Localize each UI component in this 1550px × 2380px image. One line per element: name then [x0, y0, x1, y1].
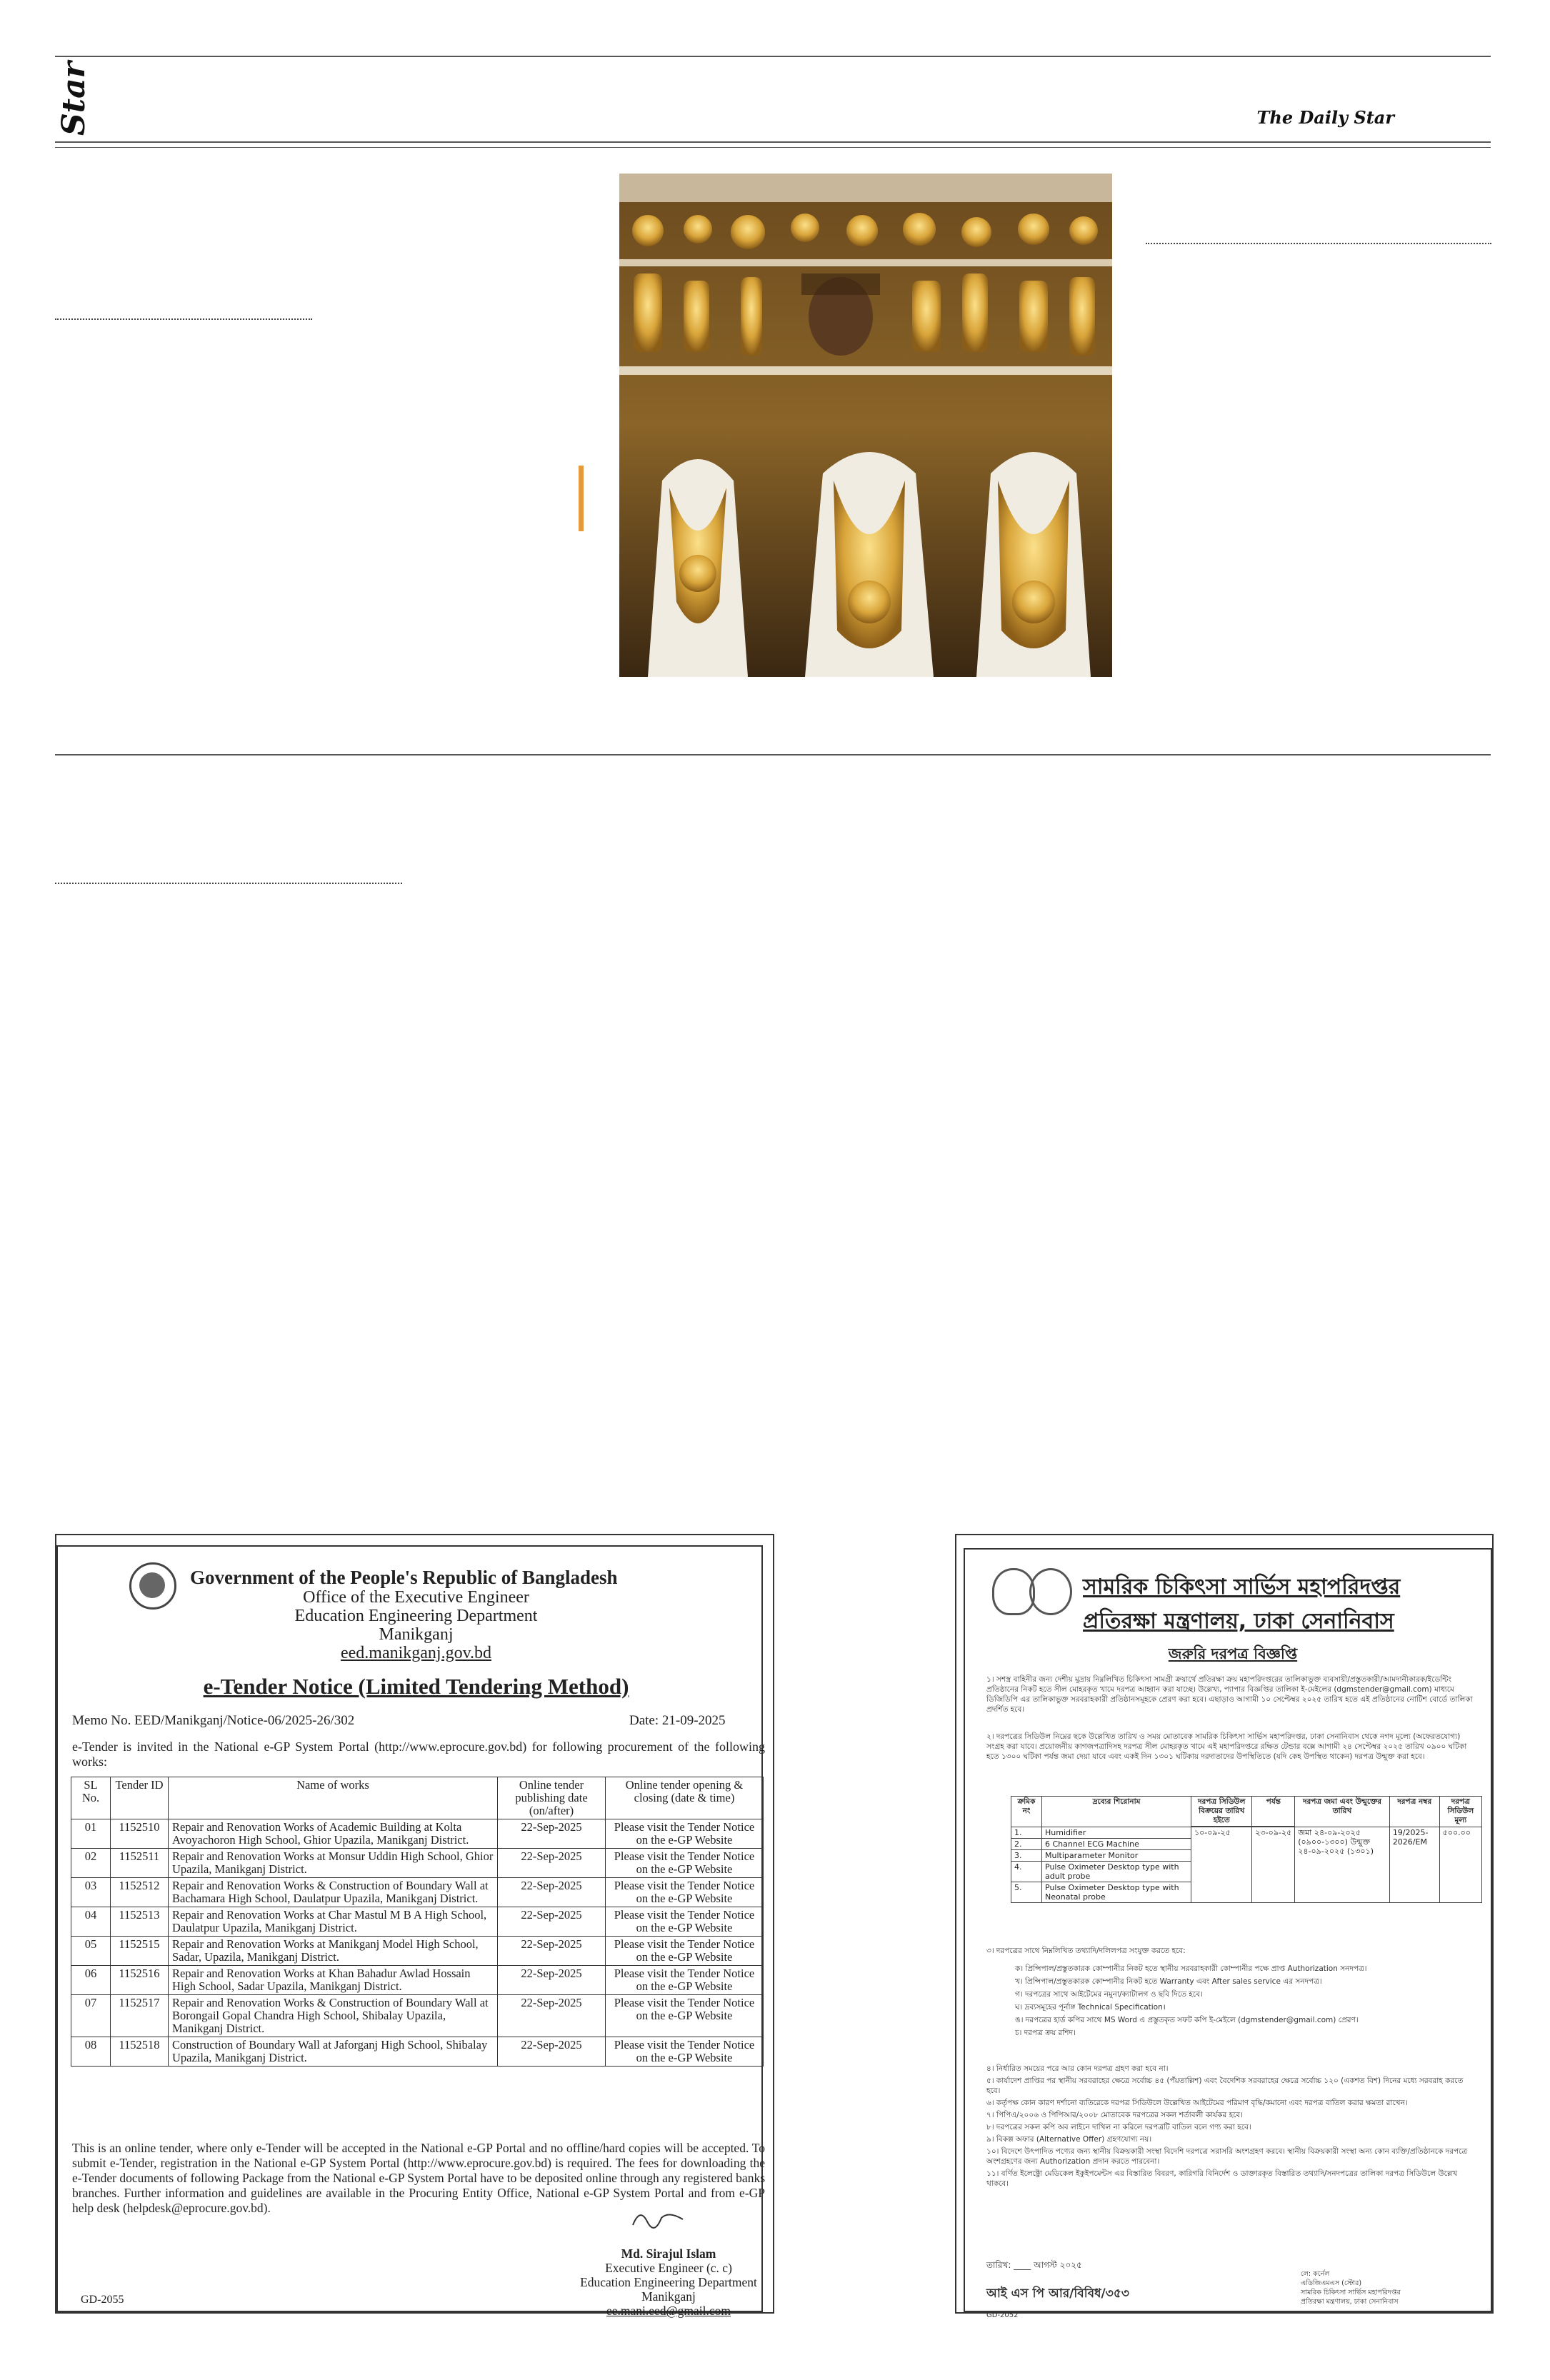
table-row: [71, 1937, 764, 1966]
sub-items: [1015, 1964, 1479, 2038]
cell-name: Repair and Renovation Works at Khan Bahadur Awlad Hossain High School, Sadar Upazila, Manikganj District.: [169, 1966, 498, 1995]
cell-name: Repair and Renovation Works at Manikganj Model High School, Sadar, Upazila, Manikganj District.: [169, 1937, 498, 1966]
memo-number: Memo No. EED/Manikganj/Notice-06/2025-26/302: [72, 1713, 355, 1728]
cell-sl: 08: [71, 2037, 111, 2067]
signer-title: Executive Engineer (c. c): [605, 2261, 732, 2275]
reference-number: আই এস পি আর/বিবিধ/৩৫৩: [986, 2286, 1129, 2301]
item-table: [1011, 1796, 1482, 1903]
divider: [1146, 243, 1491, 244]
cell-id: 1152516: [111, 1966, 169, 1995]
sub-item: ক। প্রিন্সিপাল/প্রস্তুতকারক কোম্পানীর নিকট হতে স্থানীয় সরবরাহকারী কোম্পানীর পক্ষে প্রাপ্ত Authorization সনদপত্র।: [1015, 1964, 1367, 1973]
signer-line: সামরিক চিকিৎসা সার্ভিস মহাপরিদপ্তর: [1301, 2289, 1401, 2296]
cell-close: Please visit the Tender Notice on the e-GP Website: [606, 1995, 764, 2037]
section-rule: [55, 754, 1491, 755]
footer-text: This is an online tender, where only e-Tender will be accepted in the National e-GP Portal and no offline/hard copies will be accepted. To submit e-Tender, registration in the National e-GP System Portal (http://www.eprocure.gov.bd) is required. The fees for downloading the e-Tender documents of following Package from the National e-GP System Portal have to be deposited online through any registered banks branches. Further information and guidelines are available in the Procuring Entity Office, National e-GP System Portal and from e-GP help desk (helpdesk@eprocure.gov.bd).: [72, 2141, 765, 2215]
col-header: Name of works: [169, 1777, 498, 1819]
masthead-rule-2: [55, 147, 1491, 148]
paragraph: ৮। দরপত্রের সকল কপি অব লাইনে দাখিল না করিলে দরপত্রটি বাতিল বলে গণ্য করা হবে।: [986, 2123, 1251, 2132]
row-item: Humidifier: [1042, 1827, 1191, 1839]
top-rule: [55, 56, 1491, 57]
signer-block: [572, 2246, 765, 2318]
col-header: দ্রব্যের শিরোনাম: [1042, 1797, 1191, 1827]
paragraph: ৭। পিপিএ/২০০৬ ও পিপিআর/২০০৮ মোতাবেক দরপত্রের সকল শর্তাবলী কার্যকর হবে।: [986, 2111, 1243, 2119]
divider: [55, 318, 312, 320]
paragraph-2: ২। দরপত্রের সিডিউল নিম্নের ছকে উল্লেখিত তারিখ ও সময় মোতাবেক সামরিক চিকিৎসা সার্ভিস মহাপরিদপ্তর, ঢাকা সেনানিবাস থেকে নগদ মূল্যে (অফেরতযোগ্য) সংগ্রহ করা যাবে। প্রয়োজনীয় কাগজপত্রাদিসহ দরপত্র সীল মোহরকৃত খামে এই মহাপরিদপ্তরে রক্ষিত টেন্ডার বক্সে আগামী ২৪ সেপ্টেম্বর ২০২৫ তারিখ ০৯০০ ঘটিকা হতে ১৩০০ ঘটিকা পর্যন্ত জমা দেয়া যাবে এবং একই দিন ১৩০১ ঘটিকায় দরদাতাদের উপস্থিতিতে (যদি কেহ উপস্থিত থাকেন) দরপত্র উন্মুক্ত করা হবে।: [986, 1732, 1467, 1761]
website-link[interactable]: eed.manikganj.gov.bd: [340, 1644, 492, 1662]
cell-pub: 22-Sep-2025: [498, 1819, 606, 1849]
cell-close: Please visit the Tender Notice on the e-GP Website: [606, 1937, 764, 1966]
gov-title: Government of the People's Republic of Bangladesh: [190, 1567, 618, 1588]
row-item: Pulse Oximeter Desktop type with adult probe: [1042, 1862, 1191, 1882]
signature: [629, 2204, 686, 2232]
cell-close: Please visit the Tender Notice on the e-GP Website: [606, 1849, 764, 1878]
row-sl: 2.: [1011, 1839, 1042, 1850]
table-row: [71, 1966, 764, 1995]
cell-id: 1152518: [111, 2037, 169, 2067]
masthead-rule-1: [55, 141, 1491, 143]
signer-email[interactable]: ee.mani.eed@gmail.com: [606, 2304, 731, 2318]
office-line: Office of the Executive Engineer: [303, 1588, 529, 1607]
table-row: [71, 1878, 764, 1907]
tender-number: 19/2025-2026/EM: [1389, 1827, 1439, 1903]
cell-name: Construction of Boundary Wall at Jaforganj High School, Shibalay Upazila, Manikganj District.: [169, 2037, 498, 2067]
row-item: Pulse Oximeter Desktop type with Neonatal probe: [1042, 1882, 1191, 1903]
signer-line: প্রতিরক্ষা মন্ত্রণালয়, ঢাকা সেনানিবাস: [1301, 2298, 1399, 2306]
notice-date: Date: 21-09-2025: [629, 1713, 726, 1728]
row-item: Multiparameter Monitor: [1042, 1850, 1191, 1862]
cell-sl: 04: [71, 1907, 111, 1937]
signer-line: লে: কর্নেল: [1301, 2270, 1330, 2278]
department-line: Education Engineering Department: [294, 1607, 538, 1625]
remaining-paragraphs: [986, 2064, 1479, 2189]
cell-id: 1152513: [111, 1907, 169, 1937]
cell-name: Repair and Renovation Works & Construction of Boundary Wall at Borongail Gopal Chandra High School, Shibalay Upazila, Manikganj District.: [169, 1995, 498, 2037]
paragraph: ১০। বিদেশে উৎপাদিত পণ্যের জন্য স্থানীয় বিক্রয়কারী সংস্থা বিদেশি দরপত্রে সরাসরি অংশগ্রহণ করবে। স্থানীয় বিক্রয়কারী সংস্থা অন্য কোন ব্যক্তি/প্রতিষ্ঠানকে দরপত্রে অংশগ্রহণের জন্য Authorization প্রদান করতে পারবেনা।: [986, 2147, 1468, 2166]
row-sl: 5.: [1011, 1882, 1042, 1903]
cell-close: Please visit the Tender Notice on the e-GP Website: [606, 1878, 764, 1907]
tender-title: e-Tender Notice (Limited Tendering Method): [203, 1674, 629, 1699]
cell-close: Please visit the Tender Notice on the e-GP Website: [606, 1907, 764, 1937]
ministry-title: প্রতিরক্ষা মন্ত্রণালয়, ঢাকা সেনানিবাস: [1083, 1609, 1394, 1634]
sub-item: গ। দরপত্রের সাথে আইটেমের নমুনা/ক্যাটালগ ও ছবি দিতে হবে।: [1015, 1990, 1203, 1999]
masthead-logo: Star: [56, 61, 92, 136]
jewelry-photo: [619, 174, 1112, 677]
paragraph: ৪। নির্ধারিত সময়ের পরে আর কোন দরপত্র গ্রহণ করা হবে না।: [986, 2064, 1169, 2073]
row-item: 6 Channel ECG Machine: [1042, 1839, 1191, 1850]
signer-name: Md. Sirajul Islam: [621, 2246, 716, 2261]
col-header: পর্যন্ত: [1252, 1797, 1295, 1827]
gd-number: GD-2052: [986, 2311, 1019, 2319]
cell-pub: 22-Sep-2025: [498, 1907, 606, 1937]
accent-bar: [579, 466, 584, 531]
cell-id: 1152515: [111, 1937, 169, 1966]
schedule-price: ৫০০.০০: [1439, 1827, 1481, 1903]
tender-table: [71, 1777, 764, 2067]
paragraph-1: ১। সশস্ত্র বাহিনীর জন্য দেশীয় মুদ্রায় নিম্নলিখিত চিকিৎসা সামগ্রী ক্রয়ার্থে প্রতিরক্ষা ক্রয় মহাপরিদপ্তরের তালিকাভুক্ত ব্যবসায়ী/প্রস্তুতকারী/আমদানীকারক/ইডেন্টিং প্রতিষ্ঠানের নিকট হতে সীল মোহরকৃত খামে দরপত্র আহ্বান করা যাচ্ছে। উল্লেখ্য, প্যাপার বিজ্ঞপ্তির তালিকা ই-মেইলের (dgmstender@gmail.com) মাধ্যমে ডিজিডিপি এর তালিকাভুক্ত সরবরাহকারী প্রতিষ্ঠানসমূহকে প্রেরণ করা হবে। এছাড়াও আগামী ১০ সেপ্টেম্বর ২০২৫ তারিখ হতে এই প্রতিষ্ঠানের নোটিশ বোর্ডে তালিকা প্রদর্শিত হবে।: [986, 1675, 1473, 1714]
cell-sl: 03: [71, 1878, 111, 1907]
table-row: [71, 1819, 764, 1849]
submit-date: জমা ২৪-০৯-২০২৫ (০৯০০-১৩০০) উন্মুক্ত ২৪-০৯-২০২৫ (১৩০১): [1295, 1827, 1390, 1903]
bangla-tender-advertisement: [955, 1534, 1494, 2319]
army-medical-emblem-icon: [992, 1568, 1035, 1615]
date-line: তারিখ: ____ আগস্ট ২০২৫: [986, 2260, 1082, 2270]
col-header: Tender ID: [111, 1777, 169, 1819]
cell-name: Repair and Renovation Works of Academic Building at Kolta Avoyachoron High School, Ghior Upazila, Manikganj District.: [169, 1819, 498, 1849]
cell-pub: 22-Sep-2025: [498, 1849, 606, 1878]
sub-item: ঙ। দরপত্রের হার্ড কপির সাথে MS Word এ প্রস্তুতকৃত সফট কপি ই-মেইলে (dgmstender@gmail.com) প্রেরণ।: [1015, 2016, 1359, 2024]
cell-pub: 22-Sep-2025: [498, 1878, 606, 1907]
cell-pub: 22-Sep-2025: [498, 2037, 606, 2067]
col-header: ক্রমিক নং: [1011, 1797, 1042, 1827]
cell-name: Repair and Renovation Works & Construction of Boundary Wall at Bachamara High School, Daulatpur Upazila, Manikganj District.: [169, 1878, 498, 1907]
divider: [55, 883, 402, 884]
cell-close: Please visit the Tender Notice on the e-GP Website: [606, 1819, 764, 1849]
schedule-to: ২৩-০৯-২৫: [1252, 1827, 1295, 1903]
col-header: দরপত্র নম্বর: [1389, 1797, 1439, 1827]
district-line: Manikganj: [379, 1625, 454, 1644]
cell-close: Please visit the Tender Notice on the e-GP Website: [606, 2037, 764, 2067]
defence-emblem-icon: [1029, 1568, 1072, 1615]
paragraph: ৬। কর্তৃপক্ষ কোন কারণ দর্শানো ব্যতিরেকে দরপত্র সিডিউলে উল্লেখিত আইটেমের পরিমাণ বৃদ্ধি/কমানো এবং দরপত্র বাতিল করার ক্ষমতা রাখেন।: [986, 2099, 1408, 2107]
cell-sl: 01: [71, 1819, 111, 1849]
notice-title: জরুরি দরপত্র বিজ্ঞপ্তি: [1168, 1645, 1298, 1662]
paragraph: ৫। কার্যাদেশ প্রাপ্তির পর স্থানীয় সরবরাহের ক্ষেত্রে সর্বোচ্চ ৪৫ (পঁয়তাল্লিশ) এবং বৈদেশিক সরবরাহের ক্ষেত্রে সর্বোচ্চ ১২০ (একশত বিশ) দিনের মধ্যে সরবরাহ করতে হবে।: [986, 2077, 1464, 2095]
cell-id: 1152511: [111, 1849, 169, 1878]
paragraph-3: ৩। দরপত্রের সাথে নিম্নলিখিত তথ্যাদি/দলিলপত্র সংযুক্ত করতে হবে:: [986, 1947, 1186, 1955]
cell-sl: 06: [71, 1966, 111, 1995]
cell-id: 1152517: [111, 1995, 169, 2037]
intro-text: e-Tender is invited in the National e-GP System Portal (http://www.eprocure.gov.bd) for following procurement of the following works:: [72, 1739, 765, 1769]
cell-id: 1152512: [111, 1878, 169, 1907]
paragraph: ১১। বর্ণিত ইলেক্ট্রো মেডিকেল ইকুইপমেন্টস এর বিস্তারিত বিবরণ, কারিগরি বিনির্দেশ ও ডাক্তারকৃত বিস্তারিত তথ্যাদি/সনদপত্রের তালিকা দরপত্র সিডিউলে উল্লেখ থাকবে।: [986, 2169, 1458, 2188]
signer-line: এডিজিএমএস (স্টোর): [1301, 2279, 1362, 2287]
cell-sl: 07: [71, 1995, 111, 2037]
cell-pub: 22-Sep-2025: [498, 1966, 606, 1995]
signer-district: Manikganj: [641, 2289, 696, 2304]
table-row: [71, 1995, 764, 2037]
brand-logo: The Daily Star: [1256, 107, 1394, 128]
sub-item: চ। দরপত্র ক্রয় রশিদ।: [1015, 2029, 1076, 2037]
table-row: [71, 1849, 764, 1878]
col-header: Online tender opening & closing (date & time): [606, 1777, 764, 1819]
col-header: দরপত্র জমা এবং উন্মুক্তের তারিখ: [1295, 1797, 1390, 1827]
paragraph: ৯। বিকল্প অফার (Alternative Offer) গ্রহণযোগ্য নয়।: [986, 2135, 1152, 2144]
row-sl: 3.: [1011, 1850, 1042, 1862]
col-header: দরপত্র সিডিউল মূল্য: [1439, 1797, 1481, 1827]
tender-advertisement: [55, 1534, 774, 2318]
cell-sl: 05: [71, 1937, 111, 1966]
table-row: [71, 1907, 764, 1937]
sub-item: ঘ। দ্রব্যসমূহের পূর্নাঙ্গ Technical Specification।: [1015, 2003, 1166, 2012]
cell-name: Repair and Renovation Works at Monsur Uddin High School, Ghior Upazila, Manikganj District.: [169, 1849, 498, 1878]
gd-number: GD-2055: [81, 2294, 124, 2306]
sub-item: খ। প্রিন্সিপাল/প্রস্তুতকারক কোম্পানীর নিকট হতে Warranty এবং After sales service এর সনদপত্র।: [1015, 1977, 1322, 1986]
cell-name: Repair and Renovation Works at Char Mastul M B A High School, Daulatpur Upazila, Manikganj District.: [169, 1907, 498, 1937]
col-header: SL No.: [71, 1777, 111, 1819]
cell-pub: 22-Sep-2025: [498, 1937, 606, 1966]
signer-block: [1301, 2269, 1472, 2306]
row-sl: 1.: [1011, 1827, 1042, 1839]
cell-sl: 02: [71, 1849, 111, 1878]
cell-id: 1152510: [111, 1819, 169, 1849]
cell-close: Please visit the Tender Notice on the e-GP Website: [606, 1966, 764, 1995]
signer-dept: Education Engineering Department: [580, 2275, 757, 2289]
cell-pub: 22-Sep-2025: [498, 1995, 606, 2037]
col-header: Online tender publishing date (on/after): [498, 1777, 606, 1819]
col-header: দরপত্র সিডিউল বিক্রয়ের তারিখ হইতে: [1191, 1797, 1252, 1827]
row-sl: 4.: [1011, 1862, 1042, 1882]
org-title: সামরিক চিকিৎসা সার্ভিস মহাপরিদপ্তর: [1083, 1575, 1401, 1600]
schedule-from: ১০-০৯-২৫: [1191, 1827, 1252, 1903]
table-row: [71, 2037, 764, 2067]
